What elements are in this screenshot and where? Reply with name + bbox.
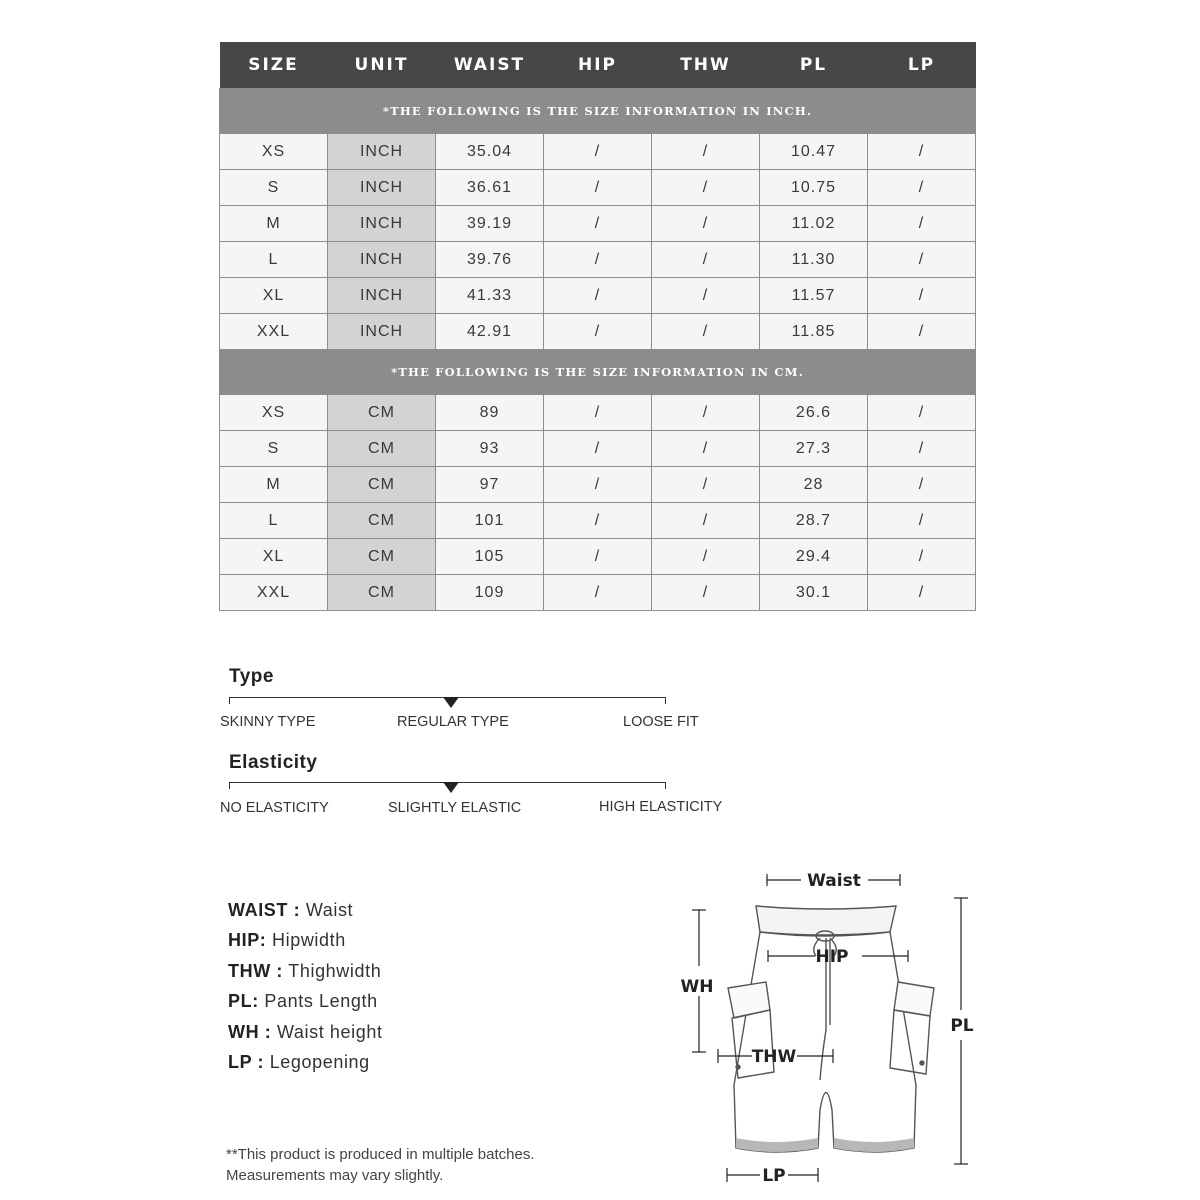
- table-cell-pl: 10.75: [760, 170, 868, 206]
- table-cell-thw: /: [652, 467, 760, 503]
- header-hip: HIP: [544, 42, 652, 89]
- table-row: [220, 206, 976, 242]
- table-cell-pl: 11.57: [760, 278, 868, 314]
- table-cell-unit: CM: [328, 395, 436, 431]
- table-cell-unit: INCH: [328, 314, 436, 350]
- table-cell-unit: INCH: [328, 242, 436, 278]
- header-lp: LP: [868, 42, 976, 89]
- table-cell-thw: /: [652, 575, 760, 611]
- legend-item-thw: [228, 961, 381, 982]
- table-cell-size: XXL: [220, 575, 328, 611]
- table-row: [220, 539, 976, 575]
- header-unit: UNIT: [328, 42, 436, 89]
- table-cell-waist: 105: [436, 539, 544, 575]
- legend-value: Thighwidth: [288, 961, 382, 981]
- batch-note-line2: Measurements may vary slightly.: [226, 1167, 444, 1184]
- thw-dimension-label: THW: [751, 1047, 797, 1067]
- table-cell-unit: INCH: [328, 170, 436, 206]
- legend-key: WH :: [228, 1022, 272, 1042]
- table-row: [220, 503, 976, 539]
- table-cell-hip: /: [544, 467, 652, 503]
- table-cell-lp: /: [868, 503, 976, 539]
- legend-value: Legopening: [269, 1052, 370, 1072]
- table-cell-waist: 42.91: [436, 314, 544, 350]
- table-cell-unit: INCH: [328, 278, 436, 314]
- table-cell-size: L: [220, 503, 328, 539]
- table-cell-thw: /: [652, 314, 760, 350]
- table-cell-pl: 11.85: [760, 314, 868, 350]
- table-cell-thw: /: [652, 278, 760, 314]
- table-cell-lp: /: [868, 539, 976, 575]
- legend-key: LP :: [228, 1052, 265, 1072]
- table-cell-pl: 27.3: [760, 431, 868, 467]
- legend-value: Pants Length: [264, 991, 378, 1011]
- header-waist: WAIST: [436, 42, 544, 89]
- table-cell-unit: CM: [328, 503, 436, 539]
- wh-dimension-label: WH: [680, 977, 714, 997]
- table-cell-waist: 97: [436, 467, 544, 503]
- table-cell-waist: 36.61: [436, 170, 544, 206]
- table-cell-thw: /: [652, 134, 760, 170]
- table-cell-size: XL: [220, 539, 328, 575]
- legend-key: THW :: [228, 961, 283, 981]
- hip-dimension-label: HIP: [815, 947, 849, 967]
- table-cell-size: XXL: [220, 314, 328, 350]
- legend-key: WAIST :: [228, 900, 301, 920]
- legend-key: PL:: [228, 991, 259, 1011]
- table-cell-lp: /: [868, 431, 976, 467]
- table-cell-size: S: [220, 170, 328, 206]
- table-cell-hip: /: [544, 539, 652, 575]
- table-cell-size: M: [220, 467, 328, 503]
- type-scale-right-label: LOOSE FIT: [623, 714, 699, 730]
- table-cell-pl: 10.47: [760, 134, 868, 170]
- type-scale-left-label: SKINNY TYPE: [220, 714, 316, 730]
- table-cell-pl: 28.7: [760, 503, 868, 539]
- legend-value: Waist height: [277, 1022, 383, 1042]
- type-scale-marker-icon: [443, 697, 459, 708]
- table-cell-thw: /: [652, 242, 760, 278]
- legend-key: HIP:: [228, 930, 267, 950]
- table-cell-pl: 30.1: [760, 575, 868, 611]
- header-size: SIZE: [220, 42, 328, 89]
- table-cell-waist: 41.33: [436, 278, 544, 314]
- table-cell-lp: /: [868, 170, 976, 206]
- table-row: [220, 395, 976, 431]
- table-cell-unit: CM: [328, 539, 436, 575]
- legend-item-pl: [228, 991, 378, 1012]
- type-scale-title: Type: [229, 666, 274, 687]
- table-cell-pl: 26.6: [760, 395, 868, 431]
- table-row: [220, 575, 976, 611]
- table-cell-waist: 109: [436, 575, 544, 611]
- table-cell-lp: /: [868, 314, 976, 350]
- table-cell-thw: /: [652, 170, 760, 206]
- table-cell-size: XS: [220, 134, 328, 170]
- table-row: [220, 314, 976, 350]
- table-cell-hip: /: [544, 431, 652, 467]
- table-cell-waist: 39.76: [436, 242, 544, 278]
- table-cell-pl: 11.30: [760, 242, 868, 278]
- table-cell-size: M: [220, 206, 328, 242]
- table-cell-lp: /: [868, 395, 976, 431]
- table-cell-hip: /: [544, 395, 652, 431]
- elasticity-scale-right-label: HIGH ELASTICITY: [599, 799, 723, 815]
- table-cell-hip: /: [544, 314, 652, 350]
- table-cell-hip: /: [544, 575, 652, 611]
- table-cell-thw: /: [652, 395, 760, 431]
- legend-item-hip: [228, 930, 346, 951]
- legend-value: Hipwidth: [272, 930, 346, 950]
- elasticity-scale-marker-icon: [443, 782, 459, 793]
- shorts-outline-icon: [728, 906, 934, 1152]
- legend-item-waist: [228, 900, 353, 921]
- table-cell-lp: /: [868, 575, 976, 611]
- shorts-measurement-diagram: [670, 860, 980, 1190]
- table-cell-size: XS: [220, 395, 328, 431]
- waist-dimension-label: Waist: [807, 871, 861, 891]
- table-cell-hip: /: [544, 134, 652, 170]
- table-cell-lp: /: [868, 278, 976, 314]
- table-cell-thw: /: [652, 206, 760, 242]
- table-row: [220, 170, 976, 206]
- table-cell-hip: /: [544, 242, 652, 278]
- table-cell-size: L: [220, 242, 328, 278]
- table-cell-pl: 28: [760, 467, 868, 503]
- table-cell-hip: /: [544, 278, 652, 314]
- table-cell-lp: /: [868, 134, 976, 170]
- table-cell-thw: /: [652, 539, 760, 575]
- pl-dimension-label: PL: [950, 1016, 974, 1036]
- table-cell-lp: /: [868, 242, 976, 278]
- table-cell-pl: 29.4: [760, 539, 868, 575]
- cm-section-row: [220, 350, 976, 395]
- table-cell-size: XL: [220, 278, 328, 314]
- table-cell-unit: INCH: [328, 206, 436, 242]
- table-row: [220, 431, 976, 467]
- table-cell-lp: /: [868, 467, 976, 503]
- inch-section-note: *THE FOLLOWING IS THE SIZE INFORMATION IN INCH.: [220, 89, 976, 134]
- table-cell-thw: /: [652, 503, 760, 539]
- table-cell-hip: /: [544, 206, 652, 242]
- header-thw: THW: [652, 42, 760, 89]
- table-cell-unit: INCH: [328, 134, 436, 170]
- legend-item-lp: [228, 1052, 370, 1073]
- table-cell-unit: CM: [328, 467, 436, 503]
- table-row: [220, 467, 976, 503]
- table-cell-waist: 89: [436, 395, 544, 431]
- table-cell-waist: 35.04: [436, 134, 544, 170]
- table-cell-thw: /: [652, 431, 760, 467]
- table-row: [220, 134, 976, 170]
- elasticity-scale-middle-label: SLIGHTLY ELASTIC: [388, 800, 522, 816]
- cm-section-note: *THE FOLLOWING IS THE SIZE INFORMATION IN CM.: [220, 350, 976, 395]
- elasticity-scale-title: Elasticity: [229, 752, 318, 773]
- header-pl: PL: [760, 42, 868, 89]
- table-cell-hip: /: [544, 170, 652, 206]
- table-header-row: [220, 42, 976, 89]
- table-cell-waist: 101: [436, 503, 544, 539]
- type-scale-middle-label: REGULAR TYPE: [397, 714, 509, 730]
- table-cell-size: S: [220, 431, 328, 467]
- lp-dimension-label: LP: [762, 1166, 786, 1186]
- batch-note-line1: **This product is produced in multiple batches.: [226, 1146, 535, 1163]
- table-cell-hip: /: [544, 503, 652, 539]
- table-row: [220, 278, 976, 314]
- legend-item-wh: [228, 1022, 383, 1043]
- size-chart-table: [219, 42, 976, 611]
- table-cell-unit: CM: [328, 575, 436, 611]
- table-cell-pl: 11.02: [760, 206, 868, 242]
- table-cell-unit: CM: [328, 431, 436, 467]
- table-row: [220, 242, 976, 278]
- table-cell-waist: 39.19: [436, 206, 544, 242]
- elasticity-scale-left-label: NO ELASTICITY: [220, 800, 329, 816]
- table-cell-lp: /: [868, 206, 976, 242]
- table-cell-waist: 93: [436, 431, 544, 467]
- inch-section-row: [220, 89, 976, 134]
- legend-value: Waist: [305, 900, 354, 920]
